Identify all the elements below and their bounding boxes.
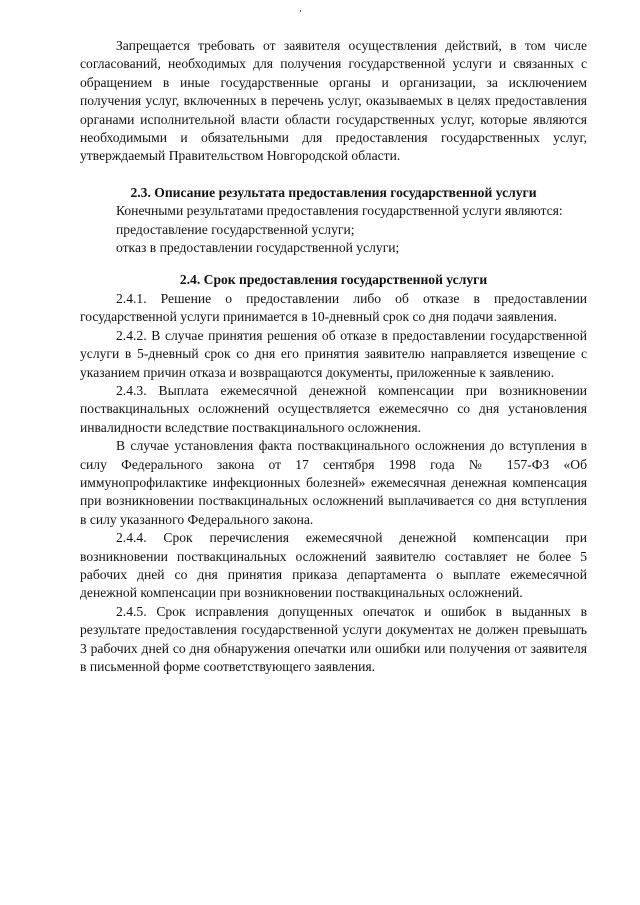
document-page — [80, 37, 587, 676]
spacer — [80, 166, 587, 184]
section-2-3-heading: 2.3. Описание результата предоставления государственной услуги — [130, 184, 537, 200]
paragraph-2-4-3: 2.4.3. Выплата ежемесячной денежной компенсации при возникновении поствакцинальных осложнений осуществляется ежемесячно со дня установления инвалидности вследствие поствакцинального осложнения. — [80, 382, 587, 435]
section-2-3-item: отказ в предоставлении государственной услуги; — [116, 240, 400, 256]
scan-speck — [300, 10, 301, 12]
paragraph-2-4-4: 2.4.4. Срок перечисления ежемесячной денежной компенсации при возникновении поствакцинальных осложнений заявителю составляет не более 5 рабочих дней со дня принятия приказа департамента о выплате ежемесячной денежной компенсации при возникновении поствакцинальных осложнений. — [80, 530, 587, 601]
paragraph-2-4-1: 2.4.1. Решение о предоставлении либо об отказе в предоставлении государственной услуги принимается в 10-дневный срок со дня подачи заявления. — [80, 290, 587, 325]
section-2-3-item: предоставление государственной услуги; — [116, 221, 355, 237]
section-2-4-heading: 2.4. Срок предоставления государственной услуги — [179, 272, 488, 288]
paragraph-2-4-5: 2.4.5. Срок исправления допущенных опечаток и ошибок в выданных в результате предоставления государственной услуги документах не должен превышать 3 рабочих дней со дня обнаружения опечатки или ошибки или получения от заявителя в письменной форме соответствующего заявления. — [80, 603, 587, 674]
paragraph-2-4-2: 2.4.2. В случае принятия решения об отказе в предоставлении государственной услуги в 5-дневный срок со дня его принятия заявителю направляется извещение с указанием причин отказа и возвращаются документы, приложенные к заявлению. — [80, 327, 587, 380]
section-2-3-lead: Конечными результатами предоставления государственной услуги являются: — [116, 203, 563, 219]
paragraph-2-4-3-continued: В случае установления факта поствакцинального осложнения до вступления в силу Федерального закона от 17 сентября 1998 года № 157-ФЗ «Об иммунопрофилактике инфекционных болезней» ежемесячная денежная компенсация при возникновении поствакцинальных осложнений выплачивается со дня вступления в силу указанного Федерального закона. — [80, 438, 587, 527]
spacer — [80, 257, 587, 271]
intro-paragraph: Запрещается требовать от заявителя осуществления действий, в том числе согласований, необходимых для получения государственной услуги и связанных с обращением в иные государственные органы и организации, за исключением получения услуг, включенных в перечень услуг, оказываемых в целях предоставления органами исполнительной власти области государственных услуг, которые являются необходимыми и обязательными для предоставления государственных услуг, утверждаемый Правительством Новгородской области. — [80, 38, 587, 164]
